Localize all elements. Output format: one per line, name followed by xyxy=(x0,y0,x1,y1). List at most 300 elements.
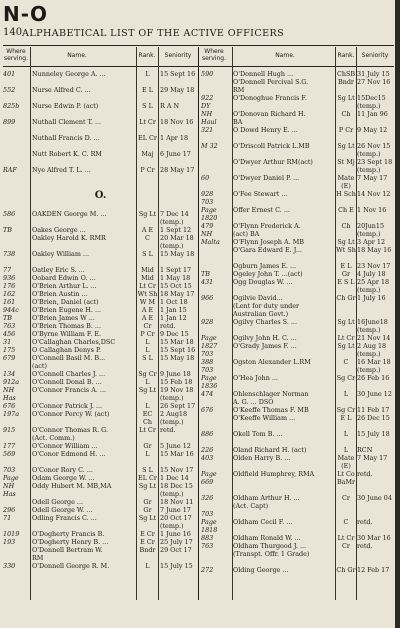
officer-rank: P Cr xyxy=(338,126,354,134)
where-serving: 1820 xyxy=(201,214,218,222)
officer-row xyxy=(3,322,198,330)
officer-row xyxy=(201,198,394,206)
officer-row xyxy=(201,366,394,374)
officer-seniority: 23 Nov 17 xyxy=(357,262,391,270)
officer-seniority: (temp.) xyxy=(357,286,381,294)
officer-rank: C xyxy=(343,518,349,526)
officer-row xyxy=(201,214,394,222)
officer-rank: Sg Lt xyxy=(337,342,355,350)
where-serving: 928 xyxy=(201,318,214,326)
officer-row xyxy=(3,94,198,102)
officer-name: A. G. ... DSO xyxy=(233,398,274,406)
officer-row xyxy=(3,174,198,182)
officer-seniority: 15Dec15 xyxy=(357,94,386,102)
officer-row xyxy=(3,354,198,362)
officer-name: O'Dwyer Arthur RM(act) xyxy=(233,158,313,166)
officer-seniority: 28 May 17 xyxy=(160,166,195,174)
where-serving: Page xyxy=(3,474,19,482)
officer-rank: ChSB xyxy=(336,70,356,78)
officer-rank: L xyxy=(343,446,349,454)
where-serving: 703 xyxy=(201,366,214,374)
officer-seniority: 15 Feb 18 xyxy=(160,378,193,386)
officer-seniority: 18 Dec 15 xyxy=(160,482,193,490)
officer-row xyxy=(3,362,198,370)
top-rule xyxy=(3,45,394,46)
officer-seniority: 18 May 16 xyxy=(357,246,392,254)
officer-rank: Sg Cr xyxy=(336,374,356,382)
officer-seniority: R A N xyxy=(160,102,180,110)
officer-name: O'Conor Edmond H. ... xyxy=(32,450,106,458)
where-serving: 321 xyxy=(201,126,214,134)
officer-seniority: retd. xyxy=(357,470,373,478)
officer-seniority: 2 Aug 18 xyxy=(357,342,387,350)
officer-rank: Sg Lt xyxy=(337,94,355,102)
officer-row xyxy=(3,514,198,522)
officer-row xyxy=(201,486,394,494)
officer-rank: E Cr xyxy=(140,538,155,546)
where-serving: 915 xyxy=(3,426,16,434)
officer-row xyxy=(201,558,394,566)
officer-rank: L xyxy=(145,562,150,570)
where-serving: 703 xyxy=(3,466,16,474)
officer-name: O'Byrne William F. E. xyxy=(32,330,102,338)
officer-row xyxy=(3,142,198,150)
officer-row xyxy=(201,238,394,246)
officer-row xyxy=(3,538,198,546)
officer-seniority: 20Jun15 xyxy=(357,222,385,230)
officer-name: O'Driscoll Patrick L.MB xyxy=(233,142,310,150)
officer-name: O'Grady James F. ... xyxy=(233,342,297,350)
officer-rank: Lt Cr xyxy=(139,426,156,434)
section-letter: N-O xyxy=(3,2,49,26)
officer-name: O'Dogherty Francis B. xyxy=(32,530,105,538)
officer-seniority: 7 May 17 xyxy=(357,174,388,182)
officer-row xyxy=(3,546,198,554)
officer-row xyxy=(201,454,394,462)
officer-rank: Sg Cr xyxy=(336,406,356,414)
officer-name: (act) xyxy=(32,362,47,370)
officer-row xyxy=(201,302,394,310)
officer-name: O'Donovan Richard H. xyxy=(233,110,306,118)
where-serving: 31 xyxy=(3,338,12,346)
officer-row xyxy=(3,118,198,126)
officer-row xyxy=(3,298,198,306)
right-seniority-header: Seniority xyxy=(361,52,389,59)
officer-row xyxy=(201,262,394,270)
officer-row xyxy=(3,394,198,402)
officer-seniority: 15 Oct 15 xyxy=(160,282,192,290)
officer-row xyxy=(201,566,394,574)
officer-name: O'Donnell Bertram W. xyxy=(32,546,103,554)
officer-row xyxy=(201,230,394,238)
officer-rank: Ch xyxy=(341,222,351,230)
officer-seniority: 1 May 18 xyxy=(160,274,191,282)
where-serving: 669 xyxy=(201,478,214,486)
officer-name: Offer Ernest C. ... xyxy=(233,206,290,214)
officer-name: (Transpt. Offr. 1 Grade) xyxy=(233,550,310,558)
officer-row xyxy=(3,266,198,274)
officer-seniority: 26 Dec 15 xyxy=(357,414,390,422)
officer-row xyxy=(3,418,198,426)
officer-seniority: 9 June 18 xyxy=(160,370,191,378)
officer-rank: E S L xyxy=(337,278,355,286)
officer-seniority: 5 June 12 xyxy=(160,442,191,450)
officer-name: Ohlenschlager Norman xyxy=(233,390,309,398)
officer-rank: EL Cr xyxy=(138,134,157,142)
officer-row xyxy=(201,334,394,342)
officer-row xyxy=(201,502,394,510)
officer-seniority: (temp.) xyxy=(357,166,381,174)
officer-rank: L xyxy=(145,450,150,458)
officer-name: O'Donnell Percival S.G. xyxy=(233,78,309,86)
where-serving: 1019 xyxy=(3,530,20,538)
officer-rank: Cr xyxy=(342,542,350,550)
officer-row xyxy=(201,518,394,526)
officer-seniority: (temp.) xyxy=(357,230,381,238)
where-serving: NH xyxy=(201,230,213,238)
where-serving: 479 xyxy=(201,222,214,230)
officer-name: O'Brien, Daniel (act) xyxy=(32,298,99,306)
officer-row xyxy=(201,94,394,102)
officer-row xyxy=(201,326,394,334)
officer-seniority: 1 Jan 15 xyxy=(160,306,187,314)
officer-seniority: 19 Nov 18 xyxy=(160,386,194,394)
officer-seniority: 26 Feb 16 xyxy=(357,374,390,382)
officer-rank: L xyxy=(145,338,150,346)
officer-row xyxy=(3,150,198,158)
officer-seniority: 20 Oct 17 xyxy=(160,514,192,522)
officer-name: Odam George W. ... xyxy=(32,474,95,482)
officer-row xyxy=(3,166,198,174)
officer-rank: Lt Cr xyxy=(337,534,355,542)
officer-name: O'Connor William ... xyxy=(32,442,98,450)
officer-name: Nuthall Francis D. ... xyxy=(32,134,100,142)
officer-seniority: (temp.) xyxy=(160,242,184,250)
where-serving: 134 xyxy=(3,370,16,378)
where-serving: 586 xyxy=(3,210,16,218)
officer-row xyxy=(3,290,198,298)
where-serving: NH xyxy=(3,386,15,394)
where-serving: 676 xyxy=(3,402,16,410)
officer-name: O Callaghan Denys P. xyxy=(32,346,102,354)
where-serving: Page xyxy=(201,518,217,526)
officer-row xyxy=(201,374,394,382)
officer-row xyxy=(3,482,198,490)
page-number: 140 xyxy=(3,27,23,38)
left-rank-header: Rank. xyxy=(138,52,156,59)
where-serving: 912a xyxy=(3,378,20,386)
officer-row xyxy=(201,254,394,262)
officer-name: O'Dogherty Henry B. ... xyxy=(32,538,109,546)
officer-rank: Gr xyxy=(143,506,152,514)
officer-row xyxy=(201,350,394,358)
officer-row xyxy=(3,242,198,250)
where-serving: NH xyxy=(201,110,213,118)
officer-name: Oobard Edwin O. ... xyxy=(32,274,96,282)
officer-seniority: 1 Nov 16 xyxy=(357,206,387,214)
officer-row xyxy=(201,358,394,366)
left-officer-list xyxy=(3,70,198,570)
officer-seniority: 18 Nov 16 xyxy=(160,118,194,126)
officer-seniority: 30 June 04 xyxy=(357,494,392,502)
where-serving: 703 xyxy=(201,350,214,358)
where-serving: Page xyxy=(201,470,217,478)
where-serving: 388 xyxy=(201,358,214,366)
officer-row xyxy=(201,342,394,350)
where-serving: 825b xyxy=(3,102,20,110)
officer-name: O'Flynn Frederick A. xyxy=(233,222,301,230)
officer-seniority: 12 Feb 17 xyxy=(357,566,390,574)
officer-rank: H Sch xyxy=(336,190,356,198)
officer-row xyxy=(3,402,198,410)
where-serving: Has xyxy=(3,490,16,498)
where-serving: 763 xyxy=(3,322,16,330)
where-serving: 197a xyxy=(3,410,20,418)
officer-name: (Act. Comm.) xyxy=(32,434,75,442)
officer-row xyxy=(3,158,198,166)
officer-name: Australian Govt.) xyxy=(233,310,289,318)
officer-name: Ogilvie David... xyxy=(233,294,283,302)
officer-rank: (E) xyxy=(341,182,351,190)
officer-row xyxy=(3,134,198,142)
where-serving: 703 xyxy=(201,510,214,518)
where-serving: 944c xyxy=(3,306,19,314)
officer-rank: Mid xyxy=(141,266,154,274)
officer-seniority: 29 May 18 xyxy=(160,86,195,94)
officer-name: O'Brien James W ... xyxy=(32,314,95,322)
center-divider xyxy=(198,47,199,600)
officer-name: (Lent for duty under xyxy=(233,302,300,310)
where-serving: 1836 xyxy=(201,382,218,390)
officer-row xyxy=(3,450,198,458)
officer-row xyxy=(201,190,394,198)
officer-row xyxy=(3,102,198,110)
officer-row xyxy=(201,398,394,406)
officer-name: RM xyxy=(233,86,245,94)
officer-seniority: 7 June 17 xyxy=(160,506,191,514)
officer-rank: Sg Lt xyxy=(337,238,355,246)
officer-seniority: 3 Apr 12 xyxy=(357,238,386,246)
officer-row xyxy=(201,166,394,174)
officer-seniority: 16 Mar 18 xyxy=(357,358,391,366)
officer-row xyxy=(3,530,198,538)
officer-row xyxy=(3,274,198,282)
where-serving: Has xyxy=(3,394,16,402)
officer-row xyxy=(201,126,394,134)
where-serving: 456 xyxy=(3,330,16,338)
where-serving: 966 xyxy=(201,294,214,302)
officer-seniority: 25 Apr 18 xyxy=(357,278,390,286)
officer-seniority: 26 Nov 15 xyxy=(357,142,391,150)
where-serving: 177 xyxy=(3,442,16,450)
officer-rank: L xyxy=(145,402,150,410)
officer-row xyxy=(201,270,394,278)
officer-row xyxy=(201,278,394,286)
officer-row xyxy=(201,70,394,78)
officer-row xyxy=(201,470,394,478)
officer-row xyxy=(201,422,394,430)
officer-row xyxy=(3,314,198,322)
officer-rank: L xyxy=(145,378,150,386)
officer-name: Oakley Harold K. RMR xyxy=(32,234,106,242)
officer-seniority: 1 Sept 17 xyxy=(160,266,192,274)
officer-name: Ogburn James E. ... xyxy=(233,262,297,270)
officer-row xyxy=(3,338,198,346)
officer-name: O'Brien Arthur L. ... xyxy=(32,282,97,290)
officer-row xyxy=(3,378,198,386)
officer-name: Oakes George ... xyxy=(32,226,86,234)
officer-name: O'Flynn Joseph A. MB xyxy=(233,238,304,246)
officer-row xyxy=(3,490,198,498)
officer-name: O Dowd Henry E. ... xyxy=(233,126,298,134)
officer-name: O'Donnell George R. M. xyxy=(32,562,110,570)
officer-rank: L xyxy=(145,346,150,354)
where-serving: 703 xyxy=(201,198,214,206)
officer-rank: E L xyxy=(142,86,153,94)
officer-row xyxy=(3,234,198,242)
officer-row xyxy=(201,206,394,214)
officer-seniority: 4 July 18 xyxy=(357,270,386,278)
officer-rank: L xyxy=(343,430,349,438)
officer-row xyxy=(201,526,394,534)
officer-seniority: 18 May 17 xyxy=(160,290,195,298)
where-serving: 552 xyxy=(3,86,16,94)
where-serving: NH xyxy=(3,482,15,490)
where-serving: 899 xyxy=(3,118,16,126)
officer-name: Oldham Arthur H. ... xyxy=(233,494,300,502)
officer-name: Odell George W. ... xyxy=(32,506,93,514)
officer-rank: Ch Gr xyxy=(336,566,356,574)
officer-name: Odell George ... xyxy=(32,498,84,506)
officer-seniority: 9 May 12 xyxy=(357,126,388,134)
officer-row xyxy=(201,222,394,230)
officer-row xyxy=(3,498,198,506)
officer-row xyxy=(201,102,394,110)
officer-row xyxy=(3,386,198,394)
officer-name: O'Connor Francis A. ... xyxy=(32,386,107,394)
officer-seniority: 23 Sept 18 xyxy=(357,158,393,166)
officer-rank: Sg Lt xyxy=(138,482,157,490)
officer-seniority: 9 Dec 15 xyxy=(160,330,189,338)
officer-row xyxy=(3,442,198,450)
officer-row xyxy=(201,494,394,502)
where-serving: 226 xyxy=(201,446,214,454)
officer-name: Oakley William ... xyxy=(32,250,90,258)
officer-name: O'Keeffe William ... xyxy=(233,414,296,422)
officer-name: O'Donnell Hugh ... xyxy=(233,70,294,78)
where-serving: 928 xyxy=(201,190,214,198)
officer-name: OAKDEN George M. ... xyxy=(32,210,107,218)
officer-row xyxy=(201,390,394,398)
officer-row xyxy=(3,346,198,354)
officer-rank: Gr xyxy=(143,498,152,506)
officer-seniority: 6 June 17 xyxy=(160,150,191,158)
officer-seniority: 11 Jan 96 xyxy=(357,110,388,118)
officer-row xyxy=(3,258,198,266)
officer-name: O'Connell Charles J. ... xyxy=(32,370,106,378)
officer-seniority: (temp.) xyxy=(160,394,184,402)
where-serving: 738 xyxy=(3,250,16,258)
where-serving: 569 xyxy=(3,450,16,458)
officer-row xyxy=(201,542,394,550)
officer-rank: Mid xyxy=(141,274,154,282)
officer-seniority: 26 Sept 17 xyxy=(160,402,196,410)
officer-row xyxy=(3,182,198,190)
where-serving: 1818 xyxy=(201,526,218,534)
officer-rank: Sg Lt xyxy=(138,514,157,522)
officer-rank: Gr xyxy=(341,270,351,278)
officer-row xyxy=(201,414,394,422)
right-name-header: Name. xyxy=(275,52,295,59)
officer-rank: Wt Sh xyxy=(137,290,158,298)
left-seniority-header: Seniority xyxy=(164,52,192,59)
officer-seniority: RCN xyxy=(357,446,373,454)
officer-seniority: 30 June 12 xyxy=(357,390,392,398)
left-name-header: Name. xyxy=(67,52,87,59)
officer-row xyxy=(201,318,394,326)
officer-row xyxy=(3,70,198,78)
officer-name: O'Brien Austin ... xyxy=(32,290,88,298)
right-rank-header: Rank. xyxy=(337,52,355,59)
officer-rank: EL Cr xyxy=(138,474,157,482)
officer-row xyxy=(3,126,198,134)
where-serving: Page xyxy=(201,374,217,382)
where-serving: 676 xyxy=(201,406,214,414)
officer-rank: Sg Lt xyxy=(337,318,355,326)
officer-name: Ogeley John T. ...(act) xyxy=(233,270,303,278)
officer-seniority: 15 May 18 xyxy=(160,354,195,362)
officer-name: BA xyxy=(233,118,243,126)
officer-seniority: 1 Sept 12 xyxy=(160,226,192,234)
officer-row xyxy=(201,182,394,190)
officer-rank: Mate xyxy=(337,454,355,462)
officer-seniority: (temp.) xyxy=(357,366,381,374)
officer-seniority: 16June18 xyxy=(357,318,388,326)
officer-rank: Gr xyxy=(143,442,152,450)
officer-name: Nutt Robert K. C. RM xyxy=(32,150,102,158)
officer-seniority: (temp.) xyxy=(160,490,184,498)
where-serving: 60 xyxy=(201,174,210,182)
officer-seniority: (temp.) xyxy=(357,350,381,358)
left-where-header: Where serving. xyxy=(3,48,29,62)
officer-rank: Sg Lt xyxy=(337,142,355,150)
officer-seniority: 11 Feb 17 xyxy=(357,406,390,414)
officer-rank: Lt Cr xyxy=(139,282,156,290)
officer-seniority: 18 Nov 11 xyxy=(160,498,194,506)
officer-name: Olden Harry B. ... xyxy=(233,454,291,462)
officer-name: Oland Richard H. (act) xyxy=(233,446,307,454)
where-serving: TB xyxy=(201,270,210,278)
officer-rank: A E xyxy=(141,226,154,234)
officer-rank: E L xyxy=(340,262,352,270)
officer-name: Ogg Douglas W. ... xyxy=(233,278,293,286)
officer-name: O'Fee Stewart ... xyxy=(233,190,288,198)
officer-rank: Sg Cr xyxy=(138,370,157,378)
officer-rank: BaMr xyxy=(336,478,356,486)
officer-rank: Sg Lt xyxy=(138,210,157,218)
officer-row xyxy=(201,142,394,150)
officer-row xyxy=(3,330,198,338)
where-serving: 936 xyxy=(3,274,16,282)
where-serving: DY xyxy=(201,102,211,110)
officer-name: O'Donoghue Francis F. xyxy=(233,94,307,102)
where-serving: Page xyxy=(201,334,217,342)
where-serving: 886 xyxy=(201,430,214,438)
where-serving: 175 xyxy=(3,346,16,354)
where-serving: 403 xyxy=(201,454,214,462)
officer-row xyxy=(3,562,198,570)
officer-name: (Act. Capt) xyxy=(233,502,269,510)
